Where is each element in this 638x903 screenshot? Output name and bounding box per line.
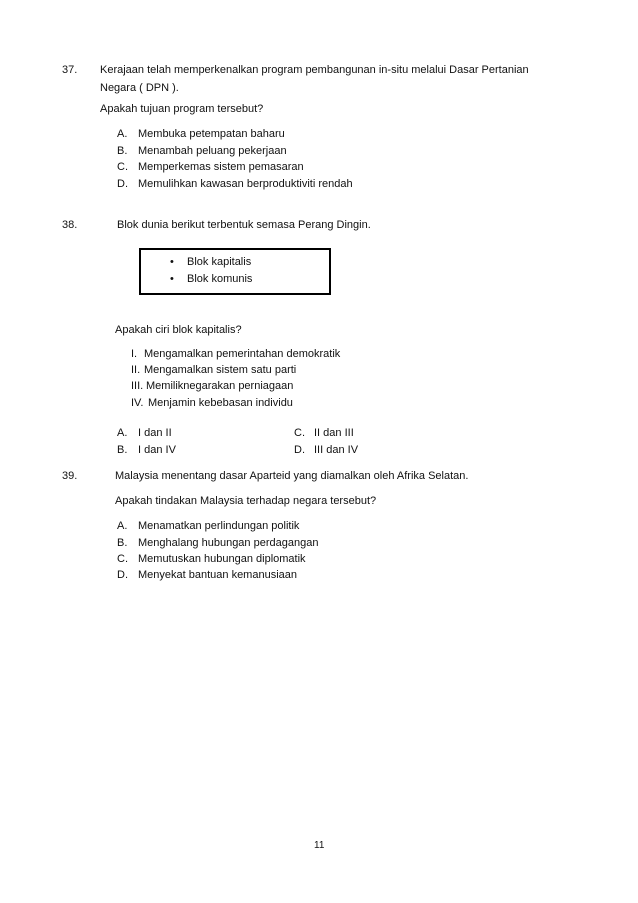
statement-text: Menjamin kebebasan individu	[148, 397, 293, 409]
statement-numeral: II.	[131, 364, 141, 376]
option-letter: A.	[117, 128, 128, 140]
statement-text: Mengamalkan pemerintahan demokratik	[144, 348, 341, 360]
bullet-icon: •	[170, 256, 174, 268]
option-text: Menamatkan perlindungan politik	[138, 520, 300, 532]
option-letter: A.	[117, 427, 128, 439]
page-number: 11	[314, 840, 325, 851]
box-item: Blok komunis	[187, 273, 253, 285]
option-letter: B.	[117, 444, 128, 456]
option-letter: B.	[117, 145, 128, 157]
question-number: 39.	[62, 470, 78, 482]
option-text: II dan III	[314, 427, 354, 439]
option-text: I dan II	[138, 427, 172, 439]
option-letter: A.	[117, 520, 128, 532]
question-number: 37.	[62, 64, 78, 76]
option-text: Menghalang hubungan perdagangan	[138, 537, 319, 549]
question-stem: Kerajaan telah memperkenalkan program pembangunan in-situ melalui Dasar Pertanian	[100, 64, 529, 76]
option-letter: C.	[294, 427, 305, 439]
statement-numeral: I.	[131, 348, 138, 360]
question-prompt: Apakah tujuan program tersebut?	[100, 103, 264, 115]
option-letter: D.	[117, 178, 128, 190]
statement-numeral: IV.	[131, 397, 144, 409]
option-text: Memulihkan kawasan berproduktiviti rendah	[138, 178, 353, 190]
box-item: Blok kapitalis	[187, 256, 252, 268]
option-text: III dan IV	[314, 444, 359, 456]
option-text: Memperkemas sistem pemasaran	[138, 161, 304, 173]
question-prompt: Apakah ciri blok kapitalis?	[115, 324, 242, 336]
option-letter: C.	[117, 553, 128, 565]
question-number: 38.	[62, 219, 78, 231]
option-letter: B.	[117, 537, 128, 549]
option-text: Menyekat bantuan kemanusiaan	[138, 569, 297, 581]
bullet-icon: •	[170, 273, 174, 285]
statement-text: Memiliknegarakan perniagaan	[146, 380, 294, 392]
option-text: I dan IV	[138, 444, 176, 456]
option-letter: D.	[117, 569, 128, 581]
statement-text: Mengamalkan sistem satu parti	[144, 364, 297, 376]
option-text: Menambah peluang pekerjaan	[138, 145, 287, 157]
question-stem: Malaysia menentang dasar Aparteid yang diamalkan oleh Afrika Selatan.	[115, 470, 469, 482]
option-letter: D.	[294, 444, 305, 456]
statement-numeral: III.	[131, 380, 144, 392]
question-stem-continued: Negara ( DPN ).	[100, 82, 179, 94]
question-prompt: Apakah tindakan Malaysia terhadap negara tersebut?	[115, 495, 377, 507]
option-text: Membuka petempatan baharu	[138, 128, 285, 140]
option-letter: C.	[117, 161, 128, 173]
option-text: Memutuskan hubungan diplomatik	[138, 553, 306, 565]
question-stem: Blok dunia berikut terbentuk semasa Perang Dingin.	[117, 219, 371, 231]
